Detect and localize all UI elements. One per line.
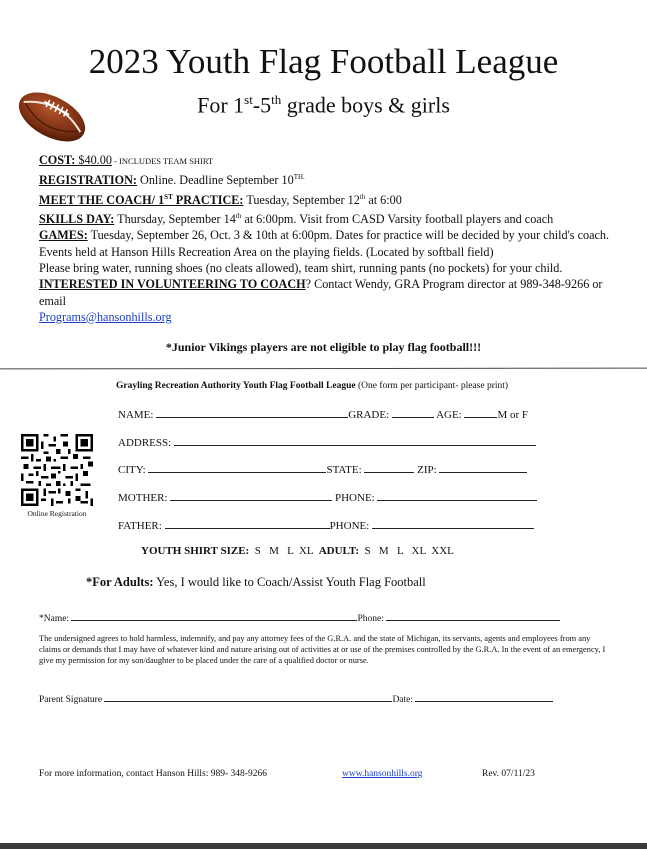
website-link[interactable]: www.hansonhills.org xyxy=(342,769,423,779)
adult-phone-field[interactable] xyxy=(386,609,560,621)
liability-waiver: The undersigned agrees to hold harmless, indemnify, and pay any attorney fees of the G.R.A. and the state of Michigan, its servants, agents and employees from any claims or demands that I may have of whatever kind and nature arising out of activities at or use of the premises controlled by the G.R.A. In the event of an emergency, I give my permission for my son/daughter to be placed under the care of a qualified doctor or nurse. xyxy=(39,634,606,665)
grade-field[interactable] xyxy=(392,406,434,418)
date-field[interactable] xyxy=(415,690,553,702)
revision-date: Rev. 07/11/23 xyxy=(482,769,535,779)
qr-caption: Online Registration xyxy=(27,509,87,518)
father-phone-field[interactable] xyxy=(372,517,534,529)
cost-line: COST: $40.00 - INCLUDES TEAM SHIRT xyxy=(39,153,214,167)
mother-phone-field[interactable] xyxy=(377,489,537,501)
address-row: ADDRESS: xyxy=(118,434,536,449)
meet-coach-line: MEET THE COACH/ 1ST PRACTICE: Tuesday, September 12th at 6:00 xyxy=(39,192,402,207)
adult-name-field[interactable] xyxy=(71,609,357,621)
zip-field[interactable] xyxy=(439,461,527,473)
mother-row: MOTHER: PHONE: xyxy=(118,489,537,504)
name-row: NAME: GRADE: AGE: M or F xyxy=(118,406,528,421)
cut-line xyxy=(0,368,647,370)
state-field[interactable] xyxy=(364,461,414,473)
football-icon xyxy=(14,90,90,144)
signature-row: Parent Signature Date: xyxy=(39,690,553,705)
mother-field[interactable] xyxy=(170,489,332,501)
address-field[interactable] xyxy=(174,434,536,446)
signature-field[interactable] xyxy=(104,690,392,702)
page-bottom-edge xyxy=(0,843,647,849)
bring-line: Please bring water, running shoes (no cleats allowed), team shirt, running pants (no pockets) for your child. xyxy=(39,260,563,275)
youth-size-options[interactable]: S M L XL xyxy=(254,545,314,557)
page-title: 2023 Youth Flag Football League xyxy=(88,42,559,81)
shirt-size-row: YOUTH SHIRT SIZE: S M L XL ADULT: S M L XL XXL xyxy=(141,545,454,557)
registration-line: REGISTRATION: Online. Deadline September $10^{TH.}$ xyxy=(39,173,305,188)
league-info xyxy=(39,152,619,325)
father-row: FATHER: PHONE: xyxy=(118,517,534,532)
adult-volunteer-line: *For Adults: Yes, I would like to Coach/Assist Youth Flag Football xyxy=(86,575,426,589)
father-field[interactable] xyxy=(165,517,330,529)
form-header: Grayling Recreation Authority Youth Flag Football League (One form per participant- please print) xyxy=(116,381,509,391)
adult-contact-row: *Name: Phone: xyxy=(39,609,560,624)
city-field[interactable] xyxy=(148,461,326,473)
email-link[interactable]: Programs@hansonhills.org xyxy=(39,309,172,324)
eligibility-notice: *Junior Vikings players are not eligible to play flag football!!! xyxy=(165,340,482,354)
adult-size-options[interactable]: S M L XL XXL xyxy=(364,545,454,557)
qr-code-icon[interactable] xyxy=(21,434,93,506)
volunteer-line: INTERESTED IN VOLUNTEERING TO COACH? Contact Wendy, GRA Program director at 989-348-9266 or email xyxy=(39,277,603,308)
footer-contact: For more information, contact Hanson Hills: 989- 348-9266 xyxy=(39,769,267,779)
page-subtitle: For 1st-5th grade boys & girls xyxy=(197,92,450,118)
age-field[interactable] xyxy=(464,406,497,418)
games-line: GAMES: Tuesday, September 26, Oct. 3 & 10th at 6:00pm. Dates for practice will be decided by your child's coach. Events held at Hanson Hills Recreation Area on the playing fields. (Located by softball field) xyxy=(39,228,610,259)
name-field[interactable] xyxy=(156,406,348,418)
skills-day-line: SKILLS DAY: Thursday, September 14th at 6:00pm. Visit from CASD Varsity football players and coach xyxy=(39,212,554,227)
city-row: CITY: STATE: ZIP: xyxy=(118,461,527,476)
